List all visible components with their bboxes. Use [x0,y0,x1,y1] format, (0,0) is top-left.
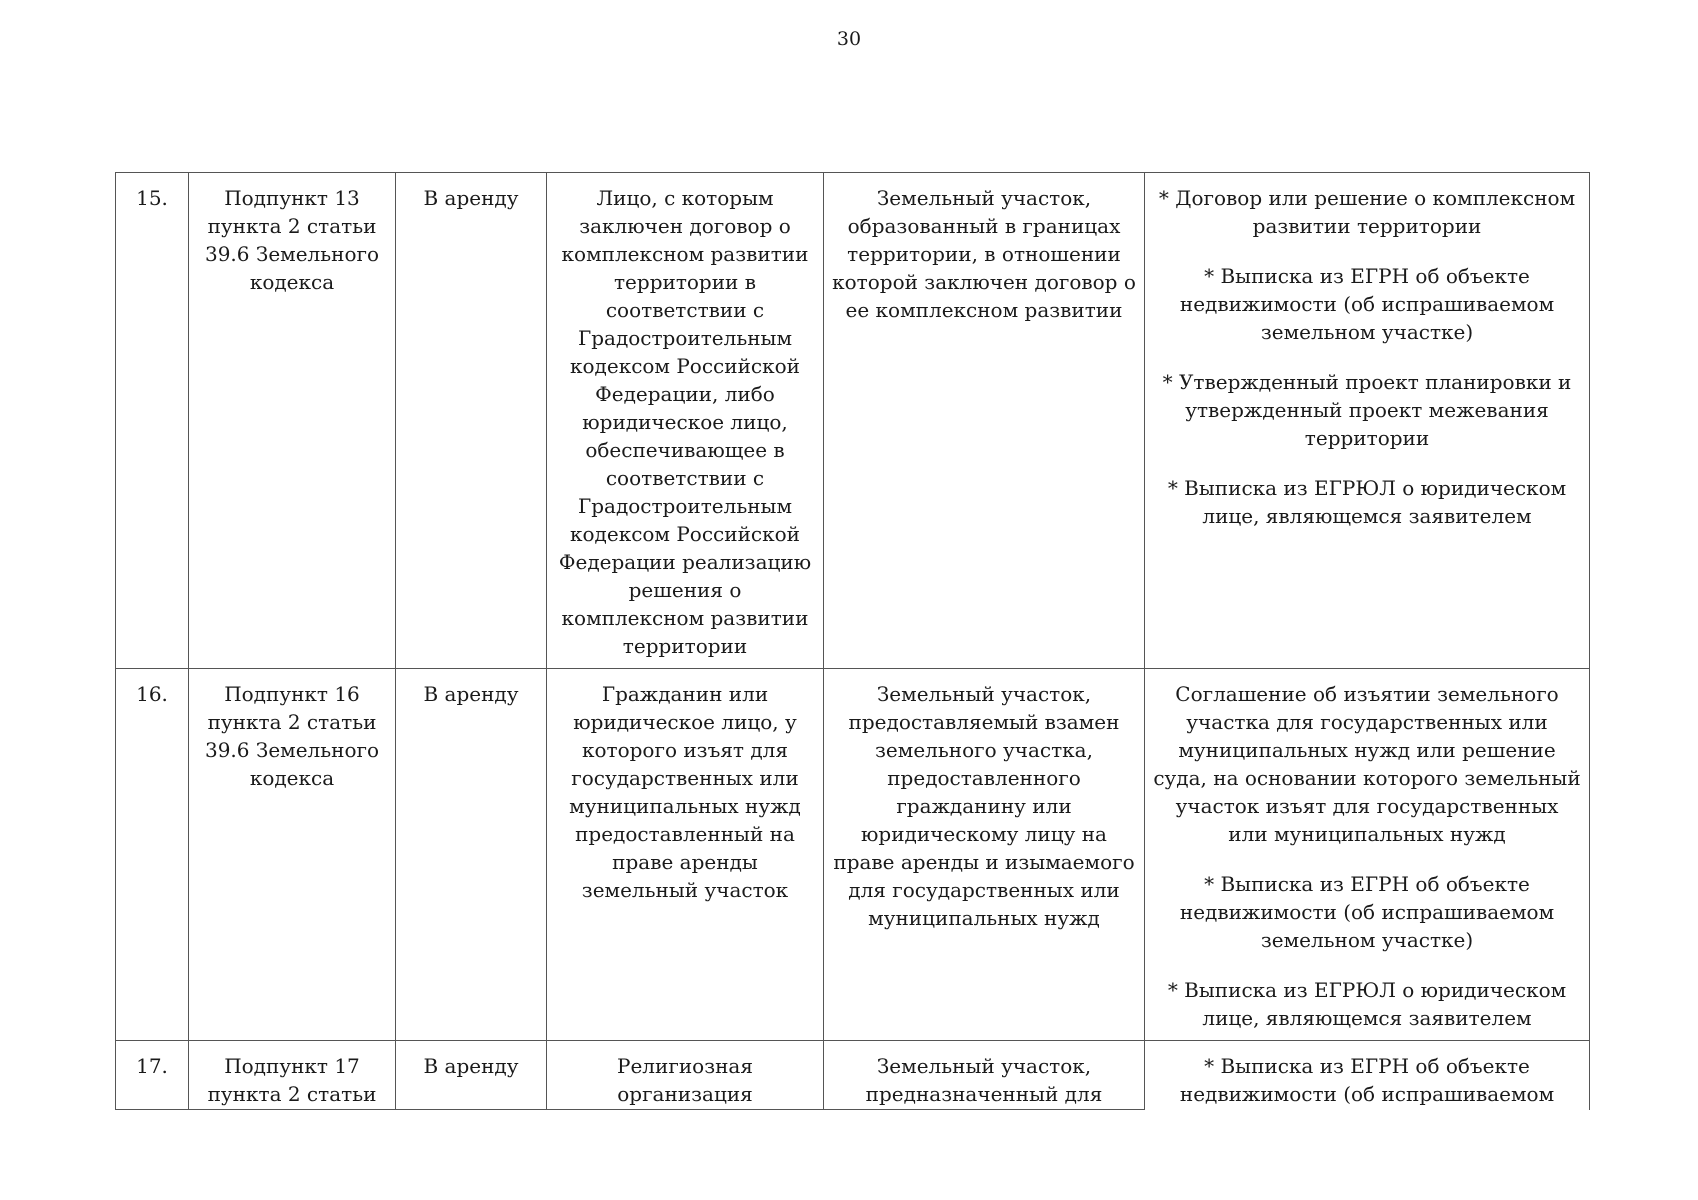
document-item: * Выписка из ЕГРЮЛ о юридическом лице, являющемся заявителем [1167,476,1567,528]
document-item: Соглашение об изъятии земельного участка для государственных или муниципальных нужд или решение суда, на основании которого земельный участок изъят для государственных или муниципальных нужд [1153,682,1581,846]
document-item: * Выписка из ЕГРН об объекте недвижимости (об испрашиваемом земельном участке) [1179,264,1555,344]
provision-type-cell: В аренду [396,669,547,1041]
documents-cell [1145,669,1590,1041]
table-row [116,669,1590,1041]
document-item: * Утвержденный проект планировки и утвержденный проект межевания территории [1162,370,1572,450]
documents-cell [1145,173,1590,669]
applicant-cell: Гражданин или юридическое лицо, у которого изъят для государственных или муниципальных нужд предоставленный на праве аренды земельный участок [547,669,824,1041]
document-table [115,172,1590,1110]
land-plot-cell: Земельный участок, предоставляемый взамен земельного участка, предоставленного гражданину или юридическому лицу на праве аренды и изымаемого для государственных или муниципальных нужд [824,669,1145,1041]
land-plot-cell: Земельный участок, предназначенный для [824,1041,1145,1110]
applicant-cell: Лицо, с которым заключен договор о комплексном развитии территории в соответствии с Градостроительным кодексом Российской Федерации, либо юридическое лицо, обеспечивающее в соответствии с Градостроительным кодексом Российской Федерации реализацию решения о комплексном развитии территории [547,173,824,669]
legal-basis-cell: Подпункт 16 пункта 2 статьи 39.6 Земельного кодекса [189,669,396,1041]
documents-cell [1145,1041,1590,1110]
document-item: * Договор или решение о комплексном развитии территории [1158,186,1576,238]
table-row [116,1041,1590,1110]
provision-type-cell: В аренду [396,1041,547,1110]
table-row [116,173,1590,669]
row-number: 15. [116,173,189,669]
legal-basis-cell: Подпункт 17 пункта 2 статьи [189,1041,396,1110]
row-number: 17. [116,1041,189,1110]
row-number: 16. [116,669,189,1041]
provision-type-cell: В аренду [396,173,547,669]
applicant-cell: Религиозная организация [547,1041,824,1110]
document-item: * Выписка из ЕГРН об объекте недвижимости (об испрашиваемом земельном участке) [1179,872,1555,952]
document-item: * Выписка из ЕГРЮЛ о юридическом лице, являющемся заявителем [1167,978,1567,1030]
document-item: * Выписка из ЕГРН об объекте недвижимости (об испрашиваемом [1179,1054,1555,1106]
page-number: 30 [836,28,862,50]
land-plot-cell: Земельный участок, образованный в границах территории, в отношении которой заключен договор о ее комплексном развитии [824,173,1145,669]
legal-basis-cell: Подпункт 13 пункта 2 статьи 39.6 Земельного кодекса [189,173,396,669]
